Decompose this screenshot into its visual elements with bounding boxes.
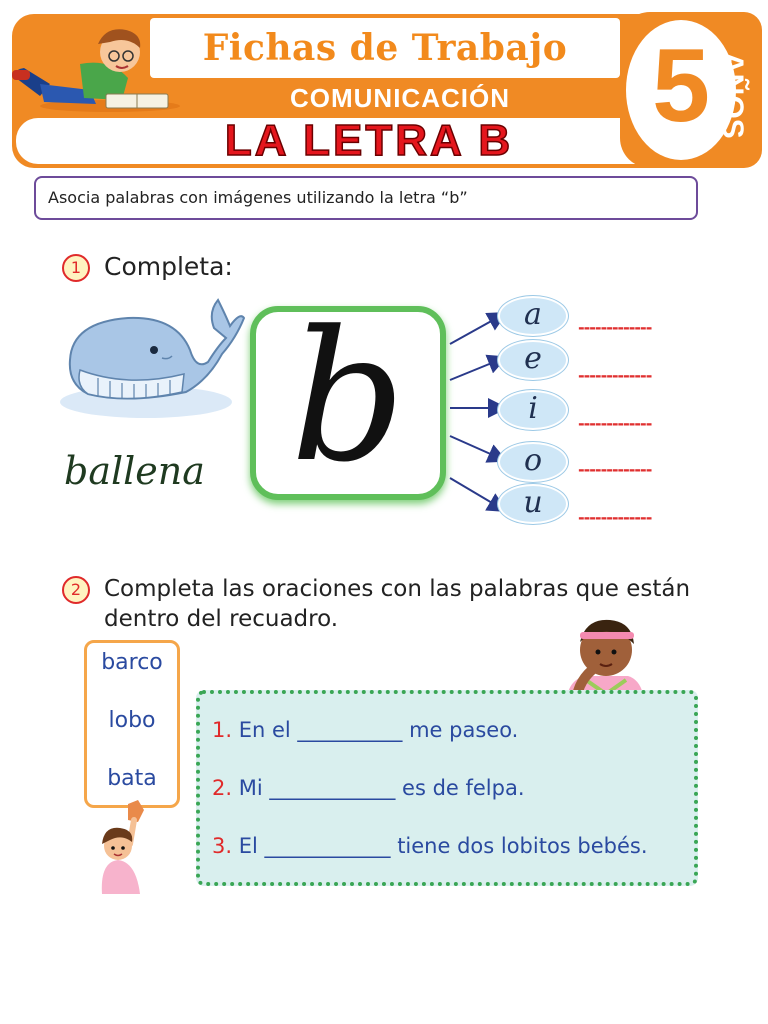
- word-lobo: lobo: [108, 708, 156, 733]
- age-number: 5: [652, 28, 710, 144]
- picture-word-ballena: ballena: [64, 449, 205, 493]
- vowel-u: u: [498, 484, 568, 524]
- section-2-title-line1: Completa las oraciones con las palabras que están: [104, 576, 691, 602]
- section-1-number: 1: [62, 254, 90, 282]
- sentence-text: me paseo.: [402, 718, 519, 742]
- vowel-o: o: [498, 442, 568, 482]
- boy-reading-illustration: [10, 18, 180, 114]
- section-2-number: 2: [62, 576, 90, 604]
- sentence-text: El: [232, 834, 265, 858]
- sentence-number: 1.: [212, 718, 233, 742]
- sentence-1: [212, 718, 692, 742]
- header-subject: COMUNICACIÓN: [290, 83, 510, 113]
- letter-b: b: [290, 293, 406, 502]
- answer-blank[interactable]: -------------: [578, 460, 652, 479]
- sentence-blank[interactable]: ____________: [264, 834, 391, 858]
- vowel-a: a: [498, 296, 568, 336]
- sentence-text: Mi: [232, 776, 270, 800]
- sentence-text: es de felpa.: [395, 776, 525, 800]
- sentence-number: 2.: [212, 776, 233, 800]
- section-2-title-line2: dentro del recuadro.: [104, 606, 339, 632]
- answer-blank[interactable]: -------------: [578, 318, 652, 337]
- vowel-i: i: [498, 390, 568, 430]
- word-bata: bata: [107, 766, 157, 791]
- instruction-text: Asocia palabras con imágenes utilizando la letra “b”: [48, 188, 468, 207]
- word-barco: barco: [101, 650, 163, 675]
- sentence-text: tiene dos lobitos bebés.: [390, 834, 648, 858]
- answer-blank[interactable]: -------------: [578, 414, 652, 433]
- header-title: Fichas de Trabajo: [202, 27, 568, 69]
- answer-blank[interactable]: -------------: [578, 508, 652, 527]
- sentence-2: [212, 776, 692, 800]
- age-word: AÑOS: [716, 51, 749, 139]
- girl-pointing-illustration: [94, 800, 156, 894]
- whale-illustration: [58, 298, 248, 422]
- page-title: LA LETRA B: [224, 116, 514, 165]
- sentence-3: [212, 834, 692, 858]
- sentence-text: En el: [232, 718, 298, 742]
- vowel-e: e: [498, 340, 568, 380]
- section-1-title: Completa:: [104, 252, 233, 281]
- sentence-blank[interactable]: ____________: [269, 776, 396, 800]
- sentence-blank[interactable]: __________: [297, 718, 403, 742]
- answer-blank[interactable]: -------------: [578, 366, 652, 385]
- sentence-number: 3.: [212, 834, 233, 858]
